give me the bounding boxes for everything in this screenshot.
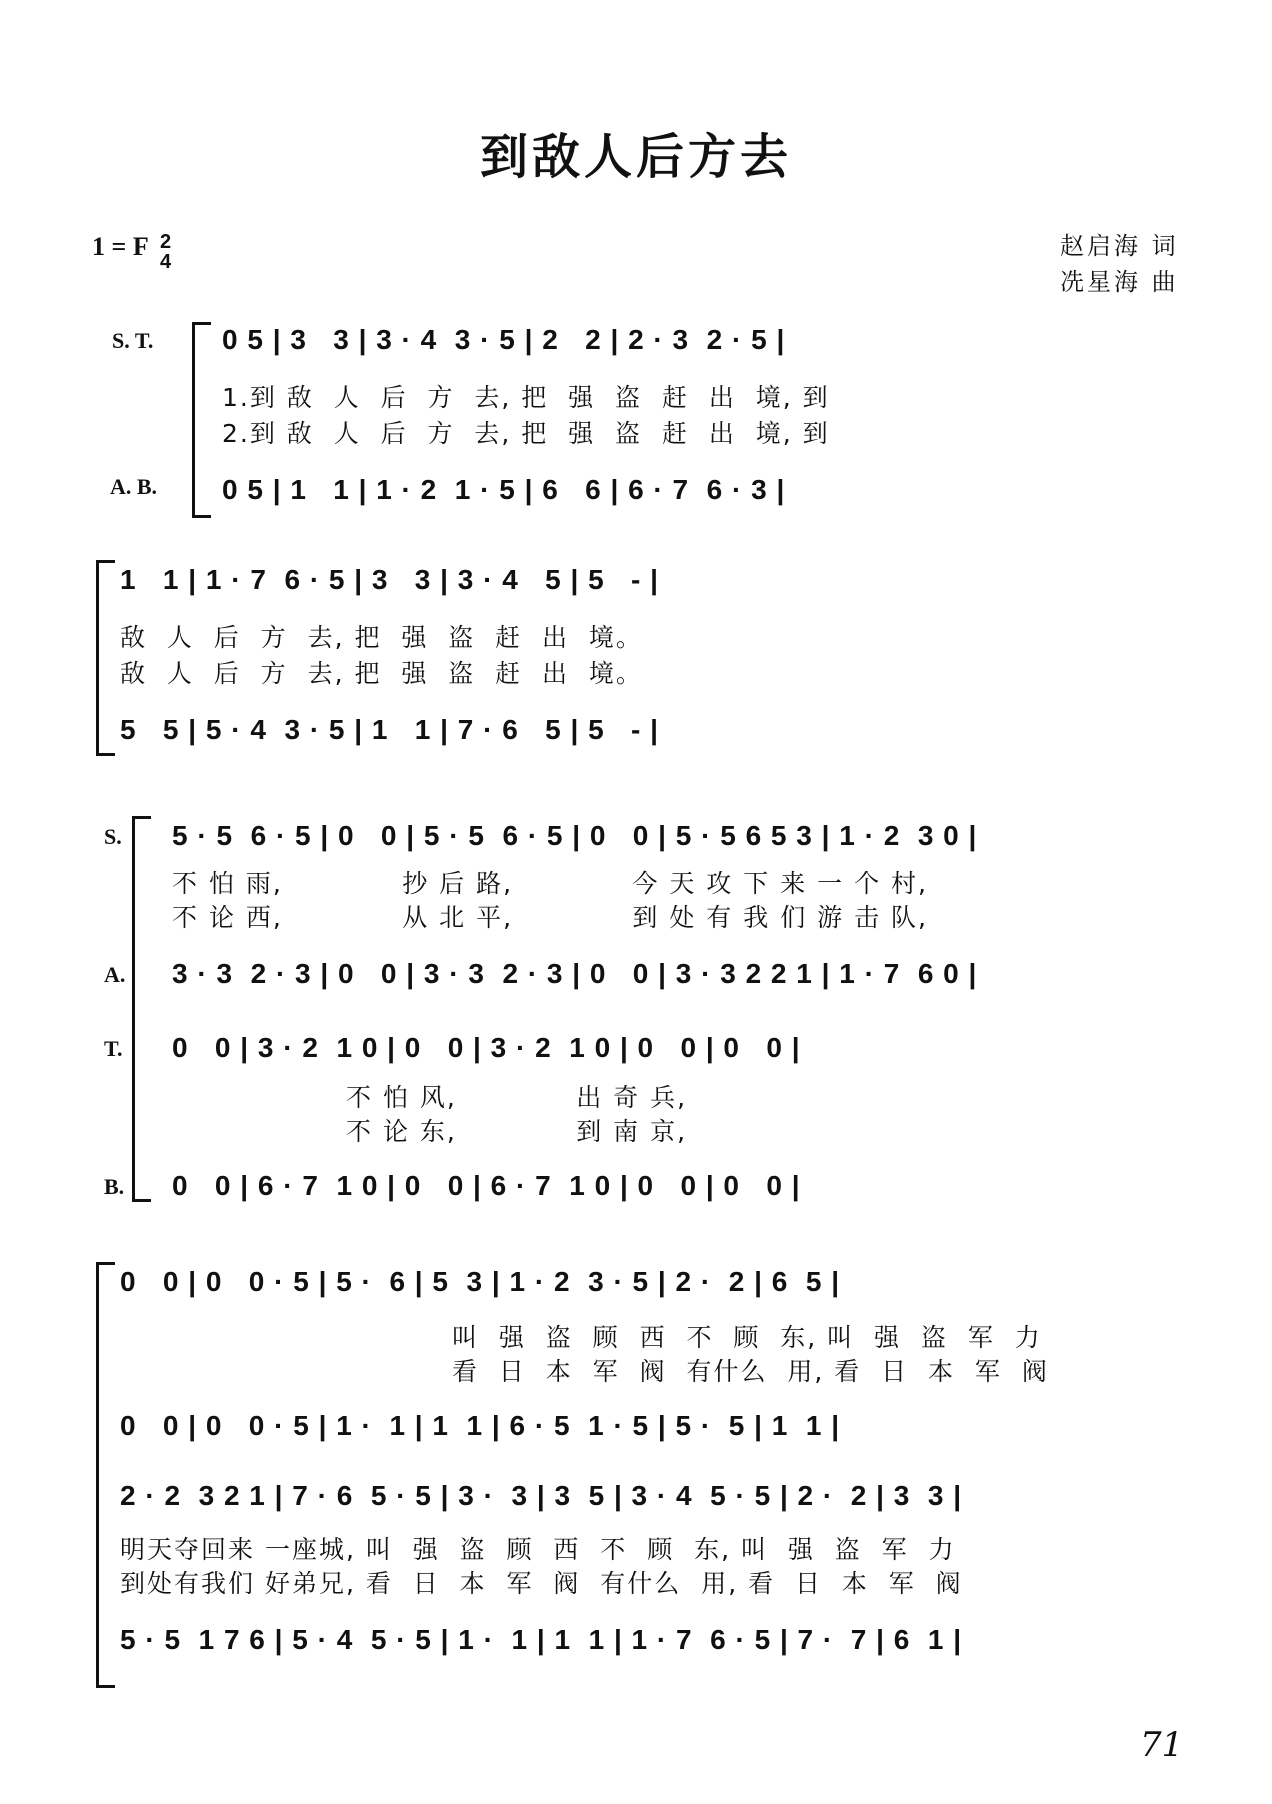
meter-bottom: 4 [160, 251, 172, 273]
staff-line: 5 · 5 1 7 6 | 5 · 4 5 · 5 | 1 · 1 | 1 1 | 1 · 7 6 · 5 | 7 · 7 | 6 1 | [120, 1624, 963, 1655]
system-brace [96, 560, 115, 756]
lyric-line: 看 日 本 军 阀 有什么 用, 看 日 本 军 阀 [452, 1357, 1049, 1386]
lyric-line: 不 怕 雨, 抄 后 路, 今 天 攻 下 来 一 个 村, [172, 869, 928, 898]
part-label: S. [104, 824, 122, 849]
lyric-line: 明天夺回来 一座城, 叫 强 盗 顾 西 不 顾 东, 叫 强 盗 军 力 [120, 1535, 956, 1564]
meter-top: 2 [160, 231, 172, 253]
lyric-line: 2.到 敌 人 后 方 去, 把 强 盗 赶 出 境, 到 [222, 419, 830, 448]
lyric-line: 不 论 东, 到 南 京, [346, 1117, 688, 1146]
staff-line: 0 0 | 6 · 7 1 0 | 0 0 | 6 · 7 1 0 | 0 0 | 0 0 | [172, 1170, 801, 1201]
staff-line: 0 0 | 3 · 2 1 0 | 0 0 | 3 · 2 1 0 | 0 0 | 0 0 | [172, 1032, 801, 1063]
staff-line: 0 0 | 0 0 · 5 | 1 · 1 | 1 1 | 6 · 5 1 · 5 | 5 · 5 | 1 1 | [120, 1410, 841, 1441]
lyric-line: 不 怕 风, 出 奇 兵, [346, 1083, 688, 1112]
staff-line: 0 0 | 0 0 · 5 | 5 · 6 | 5 3 | 1 · 2 3 · 5 | 2 · 2 | 6 5 | [120, 1266, 841, 1297]
song-title: 到敌人后方去 [479, 129, 792, 185]
page-number: 71 [1140, 1725, 1184, 1765]
lyric-line: 到处有我们 好弟兄, 看 日 本 军 阀 有什么 用, 看 日 本 军 阀 [120, 1569, 963, 1598]
system-brace [96, 1262, 115, 1688]
part-label: S. T. [112, 328, 154, 353]
part-label: A. B. [110, 474, 158, 499]
key-signature: 1 = F [92, 232, 149, 261]
part-label: T. [104, 1036, 123, 1061]
lyricist-credit: 赵启海 词 [1060, 232, 1179, 260]
lyric-line: 敌 人 后 方 去, 把 强 盗 赶 出 境。 [120, 623, 643, 652]
staff-line: 0 5 | 3 3 | 3 · 4 3 · 5 | 2 2 | 2 · 3 2 · 5 | [222, 324, 786, 355]
staff-line: 0 5 | 1 1 | 1 · 2 1 · 5 | 6 6 | 6 · 7 6 · 3 | [222, 474, 786, 505]
lyric-line: 1.到 敌 人 后 方 去, 把 强 盗 赶 出 境, 到 [222, 383, 830, 412]
lyric-line: 敌 人 后 方 去, 把 强 盗 赶 出 境。 [120, 659, 643, 688]
system-brace [132, 816, 151, 1202]
time-signature [160, 232, 171, 272]
staff-line: 3 · 3 2 · 3 | 0 0 | 3 · 3 2 · 3 | 0 0 | 3 · 3 2 2 1 | 1 · 7 6 0 | [172, 958, 978, 989]
lyric-line: 叫 强 盗 顾 西 不 顾 东, 叫 强 盗 军 力 [452, 1323, 1042, 1352]
staff-line: 5 · 5 6 · 5 | 0 0 | 5 · 5 6 · 5 | 0 0 | 5 · 5 6 5 3 | 1 · 2 3 0 | [172, 820, 978, 851]
part-label: A. [104, 962, 126, 987]
system-brace [192, 322, 211, 518]
staff-line: 2 · 2 3 2 1 | 7 · 6 5 · 5 | 3 · 3 | 3 5 | 3 · 4 5 · 5 | 2 · 2 | 3 3 | [120, 1480, 963, 1511]
composer-credit: 冼星海 曲 [1060, 268, 1179, 296]
staff-line: 1 1 | 1 · 7 6 · 5 | 3 3 | 3 · 4 5 | 5 - | [120, 564, 659, 595]
staff-line: 5 5 | 5 · 4 3 · 5 | 1 1 | 7 · 6 5 | 5 - | [120, 714, 659, 745]
part-label: B. [104, 1174, 125, 1199]
lyric-line: 不 论 西, 从 北 平, 到 处 有 我 们 游 击 队, [172, 903, 928, 932]
